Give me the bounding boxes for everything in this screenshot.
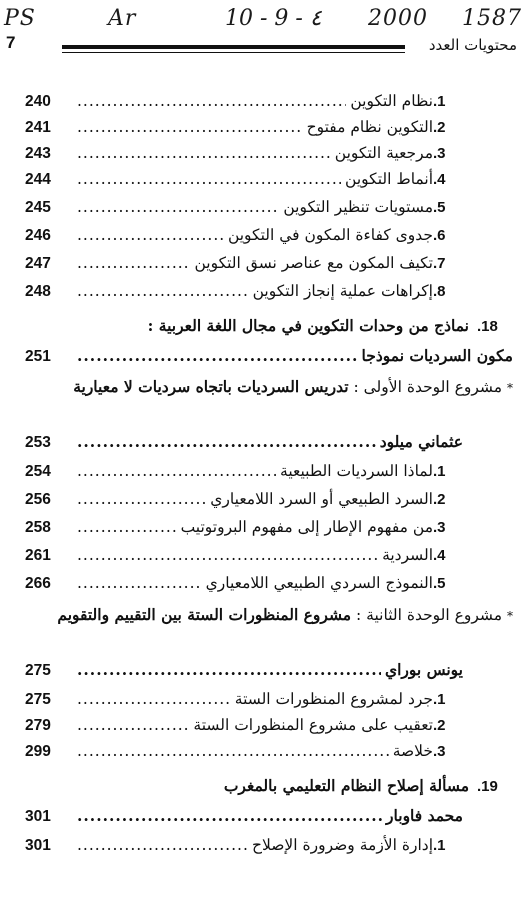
leader-dots <box>77 144 331 162</box>
leader-dots <box>77 742 389 760</box>
entry-number: .5 <box>433 199 446 216</box>
entry-page: 246 <box>25 227 51 244</box>
entry-page: 245 <box>25 199 51 216</box>
entry-label: النموذج السردي الطبيعي اللامعياري <box>205 574 433 592</box>
leader-dots <box>77 118 303 136</box>
section-number: .18 <box>477 318 498 335</box>
entry-number: .1 <box>433 463 446 480</box>
entry-label: السردية <box>382 546 433 564</box>
entry-label: تعقيب على مشروع المنظورات الستة <box>193 716 433 734</box>
unit-prefix: مشروع الوحدة الأولى : <box>353 378 503 396</box>
leader-dots <box>77 490 206 508</box>
toc-entry <box>25 574 463 600</box>
entry-page: 279 <box>25 717 51 734</box>
toc-entry <box>25 118 463 144</box>
page-number: 7 <box>6 33 16 52</box>
handwritten-year: 2000 <box>368 6 428 31</box>
author-name: عثماني ميلود <box>379 432 463 451</box>
leader-dots <box>77 226 224 244</box>
leader-dots <box>77 690 231 708</box>
handwritten-date: 10 - 9 - ٤ <box>225 6 322 31</box>
entry-label: أنماط التكوين <box>345 170 433 188</box>
section-title: نماذج من وحدات التكوين في مجال اللغة العربية : <box>147 316 469 335</box>
leader-dots <box>77 282 249 300</box>
toc-entry <box>25 282 463 308</box>
toc-entry <box>25 716 463 742</box>
entry-page: 258 <box>25 519 51 536</box>
unit-title: تدريس السرديات باتجاه سرديات لا معيارية <box>73 377 349 396</box>
entry-label: خلاصة <box>392 742 433 760</box>
section-heading-19 <box>25 776 513 802</box>
toc-entry <box>25 690 463 716</box>
entry-number: .2 <box>433 491 446 508</box>
toc-entry <box>25 254 463 280</box>
leader-dots <box>77 346 358 365</box>
toc-entry <box>25 198 463 224</box>
unit-prefix: مشروع الوحدة الثانية : <box>356 606 503 624</box>
toc-entry <box>25 92 463 118</box>
entry-label: نظام التكوين <box>350 92 433 110</box>
handwritten-note-ar: Ar <box>108 6 137 31</box>
entry-label: السرد الطبيعي أو السرد اللامعياري <box>210 490 433 508</box>
leader-dots <box>77 546 378 564</box>
entry-number: .3 <box>433 145 446 162</box>
handwritten-code: 1587 <box>462 6 522 31</box>
header-rule-thin <box>62 52 405 53</box>
entry-page: 266 <box>25 575 51 592</box>
leader-dots <box>77 806 382 825</box>
leader-dots <box>77 518 177 536</box>
entry-number: .2 <box>433 717 446 734</box>
leader-dots <box>77 432 376 451</box>
entry-page: 251 <box>25 348 51 365</box>
unit-one-heading <box>25 372 513 403</box>
entry-number: .2 <box>433 119 446 136</box>
toc-entry <box>25 836 463 862</box>
entry-label: مرجعية التكوين <box>334 144 433 162</box>
toc-entry <box>25 546 463 572</box>
entry-label: مستويات تنظير التكوين <box>283 198 433 216</box>
handwritten-note-ps: PS <box>4 6 36 31</box>
author-entry <box>25 432 463 458</box>
leader-dots <box>77 462 276 480</box>
entry-page: 248 <box>25 283 51 300</box>
entry-number: .6 <box>433 227 446 244</box>
entry-page: 254 <box>25 463 51 480</box>
entry-label: لماذا السرديات الطبيعية <box>280 462 433 480</box>
entry-number: .8 <box>433 283 446 300</box>
unit-title: مشروع المنظورات الستة بين التقييم والتقويم <box>57 605 352 624</box>
header-title: محتويات العدد <box>428 36 517 54</box>
entry-label: جدوى كفاءة المكون في التكوين <box>227 226 433 244</box>
toc-entry <box>25 144 463 170</box>
entry-page: 247 <box>25 255 51 272</box>
entry-number: .7 <box>433 255 446 272</box>
section-heading-18 <box>25 316 513 342</box>
header-rule <box>62 45 405 49</box>
leader-dots <box>77 92 346 110</box>
entry-page: 301 <box>25 808 51 825</box>
entry-number: .5 <box>433 575 446 592</box>
toc-entry <box>25 170 463 196</box>
author-entry <box>25 806 463 832</box>
leader-dots <box>77 716 189 734</box>
section-title: مسألة إصلاح النظام التعليمي بالمغرب <box>223 776 469 795</box>
entry-label: إكراهات عملية إنجاز التكوين <box>252 282 433 300</box>
author-name: يونس بوراي <box>384 660 463 679</box>
entry-page: 256 <box>25 491 51 508</box>
author-entry <box>25 660 463 686</box>
entry-page: 275 <box>25 691 51 708</box>
entry-page: 261 <box>25 547 51 564</box>
entry-number: .1 <box>433 93 446 110</box>
toc-entry <box>25 490 463 516</box>
subsection-title: مكون السرديات نموذجا <box>361 346 513 365</box>
section-number: .19 <box>477 778 498 795</box>
entry-page: 240 <box>25 93 51 110</box>
entry-number: .1 <box>433 837 446 854</box>
leader-dots <box>77 198 279 216</box>
entry-label: تكيف المكون مع عناصر نسق التكوين <box>194 254 433 272</box>
entry-page: 241 <box>25 119 51 136</box>
leader-dots <box>77 170 341 188</box>
author-name: محمد فاوبار <box>386 806 463 825</box>
entry-page: 275 <box>25 662 51 679</box>
entry-number: .3 <box>433 743 446 760</box>
entry-page: 253 <box>25 434 51 451</box>
entry-number: .4 <box>433 171 446 188</box>
entry-number: .3 <box>433 519 446 536</box>
entry-page: 299 <box>25 743 51 760</box>
entry-number: .4 <box>433 547 446 564</box>
entry-label: جرد لمشروع المنظورات الستة <box>234 690 433 708</box>
subsection-entry <box>25 346 513 372</box>
leader-dots <box>77 660 381 679</box>
star-bullet: * <box>507 381 513 395</box>
leader-dots <box>77 254 190 272</box>
entry-label: التكوين نظام مفتوح <box>306 118 433 136</box>
entry-number: .1 <box>433 691 446 708</box>
unit-two-heading <box>25 600 513 631</box>
entry-page: 244 <box>25 171 51 188</box>
toc-entry <box>25 742 463 768</box>
leader-dots <box>77 836 248 854</box>
toc-entry <box>25 518 463 544</box>
entry-page: 243 <box>25 145 51 162</box>
leader-dots <box>77 574 202 592</box>
toc-entry <box>25 226 463 252</box>
entry-label: من مفهوم الإطار إلى مفهوم البروتوتيب <box>180 518 433 536</box>
toc-entry <box>25 462 463 488</box>
entry-page: 301 <box>25 837 51 854</box>
entry-label: إدارة الأزمة وضرورة الإصلاح <box>252 836 433 854</box>
star-bullet: * <box>507 609 513 623</box>
